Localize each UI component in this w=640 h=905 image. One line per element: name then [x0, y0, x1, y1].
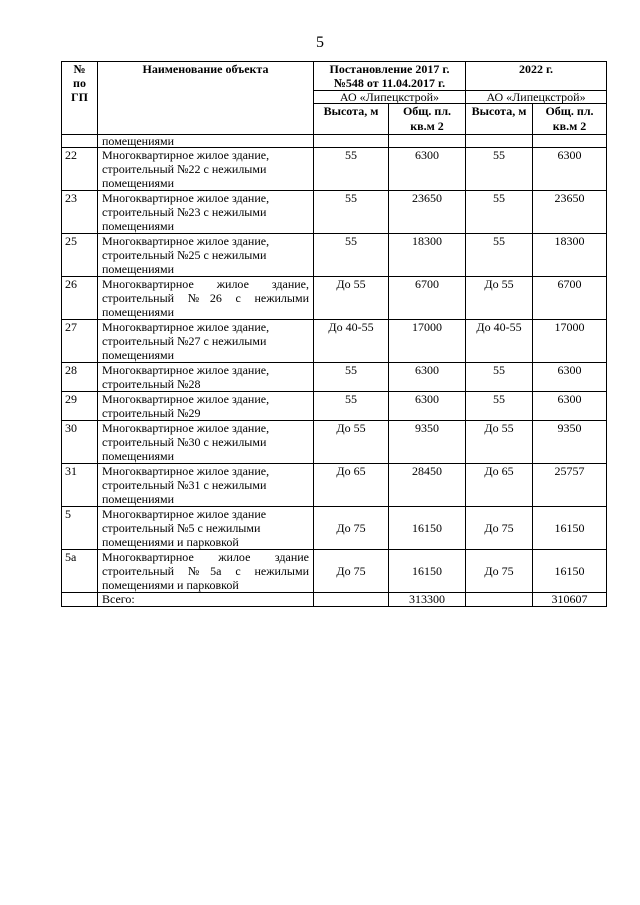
table-row [62, 277, 607, 320]
cell-height-2022: 55 [466, 392, 533, 421]
table-row [62, 507, 607, 550]
header-area-2017: Общ. пл. кв.м 2 [389, 104, 466, 135]
cell-area-2017: 28450 [389, 464, 466, 507]
page-number: 5 [316, 34, 324, 51]
cell-area-2022: 17000 [533, 320, 607, 363]
cell-area-2017: 23650 [389, 191, 466, 234]
table-row [62, 464, 607, 507]
total-label: Всего: [98, 593, 314, 607]
cell-height-2022: До 65 [466, 464, 533, 507]
cell-height-2017: До 75 [314, 507, 389, 550]
cell-number: 26 [62, 277, 98, 320]
cell-height-2022: 55 [466, 148, 533, 191]
cell-number: 5 [62, 507, 98, 550]
table-row [62, 234, 607, 277]
cell-area-2017: 9350 [389, 421, 466, 464]
table-row [62, 550, 607, 593]
cell-area-2017: 6300 [389, 392, 466, 421]
objects-table [61, 61, 607, 607]
cell-area-2017: 6300 [389, 363, 466, 392]
cell-name: Многоквартирное жилое здание, строительный №22 с нежилыми помещениями [98, 148, 314, 191]
cell-number: 23 [62, 191, 98, 234]
cell-number: 27 [62, 320, 98, 363]
cell-number: 30 [62, 421, 98, 464]
cell-height-2017: До 65 [314, 464, 389, 507]
cell-height-2022: До 75 [466, 507, 533, 550]
cell-height-2022: До 55 [466, 421, 533, 464]
header-height-2022: Высота, м [466, 104, 533, 135]
header-height-2017: Высота, м [314, 104, 389, 135]
header-row-1 [62, 62, 607, 91]
cell-height-2017: До 55 [314, 277, 389, 320]
table-row-continuation [62, 135, 607, 148]
cell-height-2017: 55 [314, 234, 389, 277]
cell-area-2022: 16150 [533, 550, 607, 593]
cell-number [62, 135, 98, 148]
cell-name: помещениями [98, 135, 314, 148]
cell-name: Многоквартирное жилое здание строительный №5 с нежилыми помещениями и парковкой [98, 507, 314, 550]
cell-name: Многоквартирное жилое здание, строительный №28 [98, 363, 314, 392]
cell-area-2022: 25757 [533, 464, 607, 507]
table-row [62, 320, 607, 363]
header-org-2022: АО «Липецкстрой» [466, 91, 607, 104]
cell-area-2022: 6300 [533, 148, 607, 191]
cell-name: Многоквартирное жилое здание строительный №5а с нежилыми помещениями и парковкой [98, 550, 314, 593]
cell-area-2017: 6300 [389, 148, 466, 191]
cell-area-2017: 17000 [389, 320, 466, 363]
cell-area-2022: 18300 [533, 234, 607, 277]
table-row [62, 148, 607, 191]
cell-height-2022: До 75 [466, 550, 533, 593]
cell-area-2022: 6700 [533, 277, 607, 320]
header-area-2022: Общ. пл. кв.м 2 [533, 104, 607, 135]
table-row [62, 392, 607, 421]
header-number: № по ГП [62, 62, 98, 135]
cell-height-2022: 55 [466, 363, 533, 392]
cell-name: Многоквартирное жилое здание, строительный №27 с нежилыми помещениями [98, 320, 314, 363]
cell-height-2017: До 40-55 [314, 320, 389, 363]
cell-number: 31 [62, 464, 98, 507]
total-row [62, 593, 607, 607]
header-name: Наименование объекта [98, 62, 314, 135]
cell-number: 25 [62, 234, 98, 277]
cell-number: 5а [62, 550, 98, 593]
table-row [62, 191, 607, 234]
cell-area-2022: 16150 [533, 507, 607, 550]
cell-number: 28 [62, 363, 98, 392]
cell-height-2017: 55 [314, 148, 389, 191]
cell-area-2017: 18300 [389, 234, 466, 277]
cell-height-2017: 55 [314, 392, 389, 421]
header-org-2017: АО «Липецкстрой» [314, 91, 466, 104]
cell-area-2017: 16150 [389, 507, 466, 550]
cell-name: Многоквартирное жилое здание, строительный №29 [98, 392, 314, 421]
cell-area-2017: 16150 [389, 550, 466, 593]
header-group-2017: Постановление 2017 г. №548 от 11.04.2017 г. [314, 62, 466, 91]
cell-height-2017: До 55 [314, 421, 389, 464]
cell-name: Многоквартирное жилое здание, строительный №31 с нежилыми помещениями [98, 464, 314, 507]
cell-area-2017: 6700 [389, 277, 466, 320]
table-row [62, 363, 607, 392]
cell-height-2022: 55 [466, 191, 533, 234]
cell-number [62, 593, 98, 607]
cell-name: Многоквартирное жилое здание, строительный №26 с нежилыми помещениями [98, 277, 314, 320]
cell-area-2022: 6300 [533, 363, 607, 392]
cell-area-2022: 9350 [533, 421, 607, 464]
total-area-2022: 310607 [533, 593, 607, 607]
table-row [62, 421, 607, 464]
cell-height-2017: 55 [314, 191, 389, 234]
cell-number: 22 [62, 148, 98, 191]
cell-area-2022: 23650 [533, 191, 607, 234]
cell-name: Многоквартирное жилое здание, строительный №25 с нежилыми помещениями [98, 234, 314, 277]
cell-height-2022: 55 [466, 234, 533, 277]
cell-name: Многоквартирное жилое здание, строительный №30 с нежилыми помещениями [98, 421, 314, 464]
cell-height-2017: 55 [314, 363, 389, 392]
cell-number: 29 [62, 392, 98, 421]
header-group-2022: 2022 г. [466, 62, 607, 91]
cell-name: Многоквартирное жилое здание, строительный №23 с нежилыми помещениями [98, 191, 314, 234]
cell-area-2022: 6300 [533, 392, 607, 421]
total-area-2017: 313300 [389, 593, 466, 607]
cell-height-2022: До 40-55 [466, 320, 533, 363]
cell-height-2022: До 55 [466, 277, 533, 320]
cell-height-2017: До 75 [314, 550, 389, 593]
